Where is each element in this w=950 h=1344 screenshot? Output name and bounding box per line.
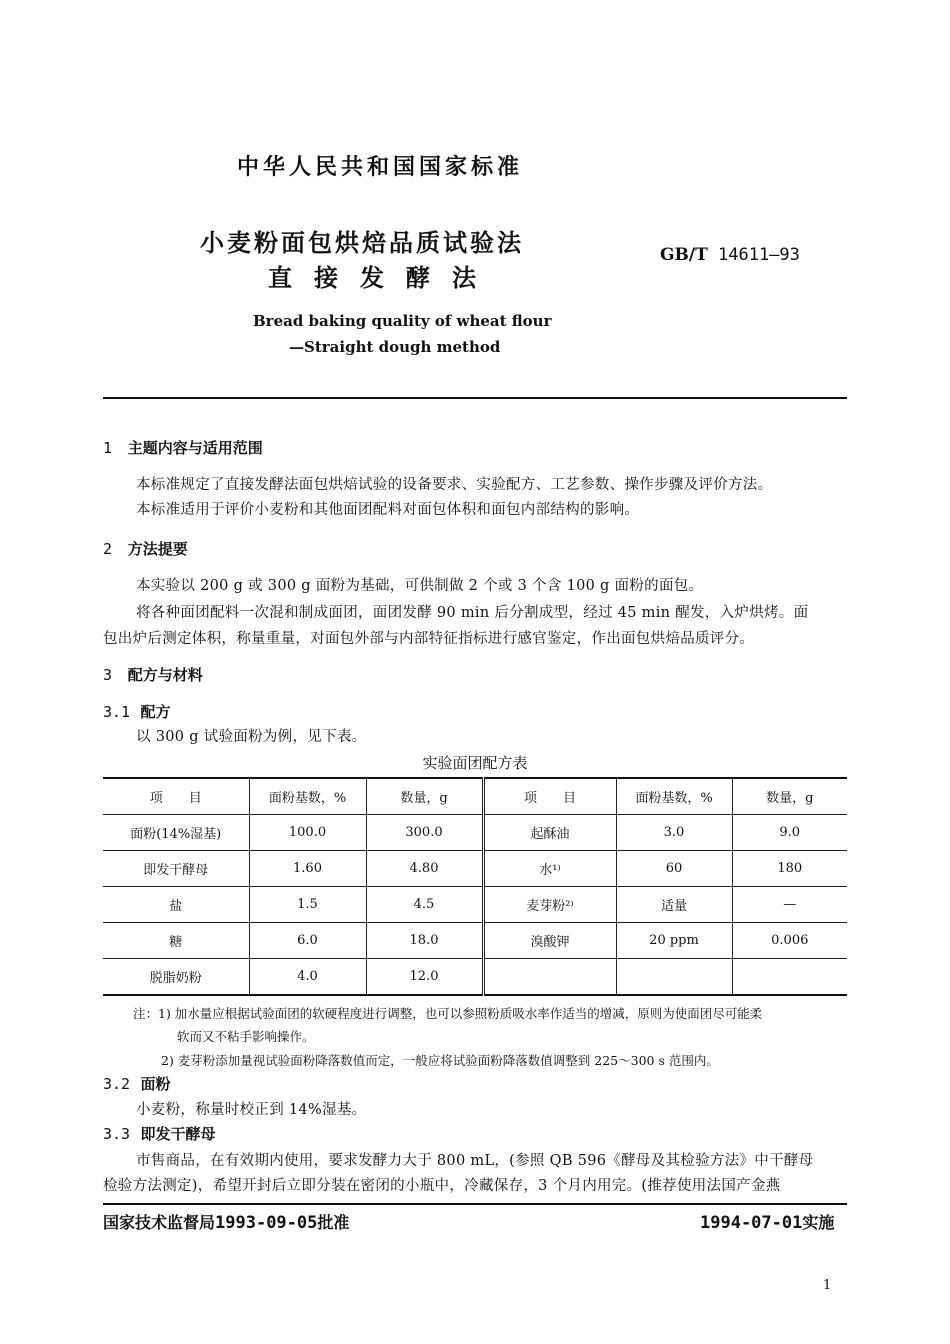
table-note-2: 2) 麦芽粉添加量视试验面粉降落数值而定，一般应将试验面粉降落数值调整到 225～300 s 范围内。	[161, 1053, 719, 1068]
table-cell	[616, 959, 732, 996]
section-2-para-2a: 将各种面团配料一次混和制成面团，面团发酵 90 min 后分割成型，经过 45 min 醒发，入炉烘烤。面	[136, 605, 809, 621]
table-cell: 18.0	[366, 923, 483, 959]
approval-suffix: 批准	[317, 1213, 350, 1232]
approval-org: 国家技术监督局	[103, 1213, 216, 1232]
table-note-1a: 注：1) 加水量应根据试验面团的软硬程度进行调整，也可以参照粉质吸水率作适当的增减，原则为使面团尽可能柔	[133, 1006, 763, 1021]
section-title: 主题内容与适用范围	[127, 439, 263, 457]
title-cn-line1: 小麦粉面包烘焙品质试验法	[200, 229, 524, 257]
table-cell: 60	[616, 851, 732, 887]
section-title: 配方	[140, 703, 171, 721]
section-3-1-heading	[103, 701, 171, 722]
table-cell: 盐	[103, 887, 249, 923]
table-cell: 1.5	[249, 887, 366, 923]
table-cell: 面粉(14%湿基)	[103, 815, 249, 851]
section-title: 面粉	[140, 1075, 171, 1093]
table-cell: 脱脂奶粉	[103, 959, 249, 996]
section-3-2-para: 小麦粉，称量时校正到 14%湿基。	[136, 1102, 367, 1118]
section-3-3-para-1: 市售商品，在有效期内使用，要求发酵力大于 800 mL，(参照 QB 596《酵母及其检验方法》中干酵母	[136, 1153, 814, 1169]
section-number: 2	[103, 540, 113, 558]
section-3-2-heading	[103, 1073, 171, 1094]
section-number: 3.1	[103, 703, 131, 721]
recipe-table	[103, 777, 847, 996]
standard-body-header: 中华人民共和国国家标准	[236, 155, 523, 180]
table-header-cell: 项 目	[103, 778, 249, 815]
table-row	[103, 887, 847, 923]
table-cell	[483, 959, 616, 996]
table-cell: 300.0	[366, 815, 483, 851]
section-title: 配方与材料	[127, 666, 203, 684]
implementation-date: 1994-07-01	[700, 1213, 803, 1233]
section-2-para-2b: 包出炉后测定体积，称量重量，对面包外部与内部特征指标进行感官鉴定，作出面包烘焙品质评分。	[103, 631, 755, 647]
table-cell: 溴酸钾	[483, 923, 616, 959]
table-row	[103, 851, 847, 887]
table-cell: 9.0	[732, 815, 847, 851]
section-number: 3	[103, 666, 113, 684]
table-header-row	[103, 778, 847, 815]
section-2-para-1: 本实验以 200 g 或 300 g 面粉为基础，可供制做 2 个或 3 个含 100 g 面粉的面包。	[136, 578, 704, 594]
section-number: 3.3	[103, 1125, 131, 1143]
table-cell: 4.80	[366, 851, 483, 887]
table-cell: 180	[732, 851, 847, 887]
table-header-cell: 面粉基数，%	[616, 778, 732, 815]
table-cell: 100.0	[249, 815, 366, 851]
footer-rule	[103, 1203, 847, 1205]
section-number: 3.2	[103, 1075, 131, 1093]
table-cell: 即发干酵母	[103, 851, 249, 887]
page-number: 1	[823, 1278, 832, 1293]
table-header-cell: 面粉基数，%	[249, 778, 366, 815]
table-header-cell: 数量，g	[732, 778, 847, 815]
section-number: 1	[103, 439, 113, 457]
table-caption: 实验面团配方表	[422, 754, 528, 772]
table-row	[103, 815, 847, 851]
table-cell: 3.0	[616, 815, 732, 851]
header-rule	[103, 397, 847, 399]
table-row	[103, 959, 847, 996]
code-number: 14611—93	[718, 245, 800, 265]
section-3-1-para: 以 300 g 试验面粉为例，见下表。	[136, 729, 367, 745]
table-row	[103, 923, 847, 959]
table-header-cell: 数量，g	[366, 778, 483, 815]
implementation-line	[700, 1210, 834, 1233]
section-title: 方法提要	[127, 540, 188, 558]
table-header-cell: 项 目	[483, 778, 616, 815]
title-en-line2: —Straight dough method	[289, 338, 501, 356]
section-2-heading	[103, 538, 188, 559]
section-3-3-heading	[103, 1123, 216, 1144]
section-1-heading	[103, 437, 263, 458]
table-cell: 糖	[103, 923, 249, 959]
table-cell: 12.0	[366, 959, 483, 996]
table-cell: 6.0	[249, 923, 366, 959]
section-3-3-para-2: 检验方法测定)，希望开封后立即分装在密闭的小瓶中，冷藏保存，3 个月内用完。(推荐使用法国产金燕	[103, 1178, 781, 1194]
approval-line	[103, 1210, 349, 1233]
code-prefix: GB/T	[660, 245, 708, 265]
table-cell: 1.60	[249, 851, 366, 887]
section-3-heading	[103, 664, 203, 685]
section-1-para-1: 本标准规定了直接发酵法面包烘焙试验的设备要求、实验配方、工艺参数、操作步骤及评价方法。	[136, 477, 773, 493]
table-cell: —	[732, 887, 847, 923]
section-1-para-2: 本标准适用于评价小麦粉和其他面团配料对面包体积和面包内部结构的影响。	[136, 502, 640, 518]
title-cn-line2: 直接发酵法	[268, 264, 498, 292]
title-en-line1: Bread baking quality of wheat flour	[253, 312, 552, 330]
table-cell: 4.5	[366, 887, 483, 923]
table-cell: 水¹⁾	[483, 851, 616, 887]
table-cell	[732, 959, 847, 996]
table-note-1b: 软而又不粘手影响操作。	[177, 1029, 315, 1044]
table-cell: 0.006	[732, 923, 847, 959]
approval-date: 1993-09-05	[215, 1213, 318, 1233]
table-cell: 麦芽粉²⁾	[483, 887, 616, 923]
table-cell: 20 ppm	[616, 923, 732, 959]
table-cell: 起酥油	[483, 815, 616, 851]
section-title: 即发干酵母	[140, 1125, 216, 1143]
implementation-suffix: 实施	[802, 1213, 835, 1232]
table-cell: 适量	[616, 887, 732, 923]
standard-code	[660, 245, 800, 265]
table-cell: 4.0	[249, 959, 366, 996]
